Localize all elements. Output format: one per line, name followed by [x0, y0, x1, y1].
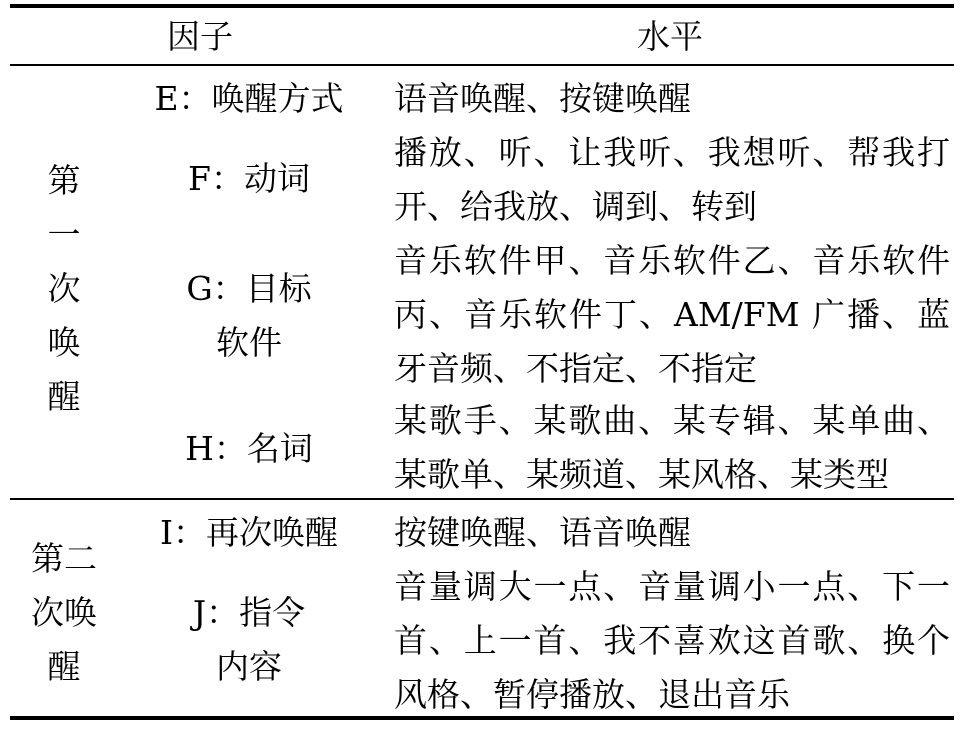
factor-g: G：目标 软件	[186, 269, 312, 362]
group-label-first-wakeup: 第 一 次 唤 醒	[47, 161, 81, 416]
header-level: 水平	[637, 17, 703, 56]
level-h: 某歌手、某歌曲、某专辑、某单曲、 某歌单、某频道、某风格、某类型	[394, 401, 950, 494]
level-f: 播放、听、让我听、我想听、帮我打 开、给我放、调到、转到	[394, 133, 950, 226]
header-factor: 因子	[167, 17, 233, 56]
factor-i: I：再次唤醒	[159, 513, 339, 552]
level-i: 按键唤醒、语音唤醒	[394, 513, 691, 552]
factor-f: F：动词	[188, 159, 310, 198]
level-e: 语音唤醒、按键唤醒	[394, 79, 691, 118]
factor-h: H：名词	[185, 429, 313, 468]
factor-j: J：指令 内容	[192, 593, 306, 686]
level-g: 音乐软件甲、音乐软件乙、音乐软件 丙、音乐软件丁、AM/FM 广播、蓝 牙音频、不指定、不指定	[394, 241, 950, 388]
top-rule	[10, 4, 954, 8]
level-j: 音量调大一点、音量调小一点、下一 首、上一首、我不喜欢这首歌、换个 风格、暂停播放、退出音乐	[394, 567, 950, 714]
header-rule	[10, 64, 954, 66]
group-label-second-wakeup: 第二 次唤 醒	[31, 539, 97, 686]
factor-e: E：唤醒方式	[154, 79, 344, 118]
